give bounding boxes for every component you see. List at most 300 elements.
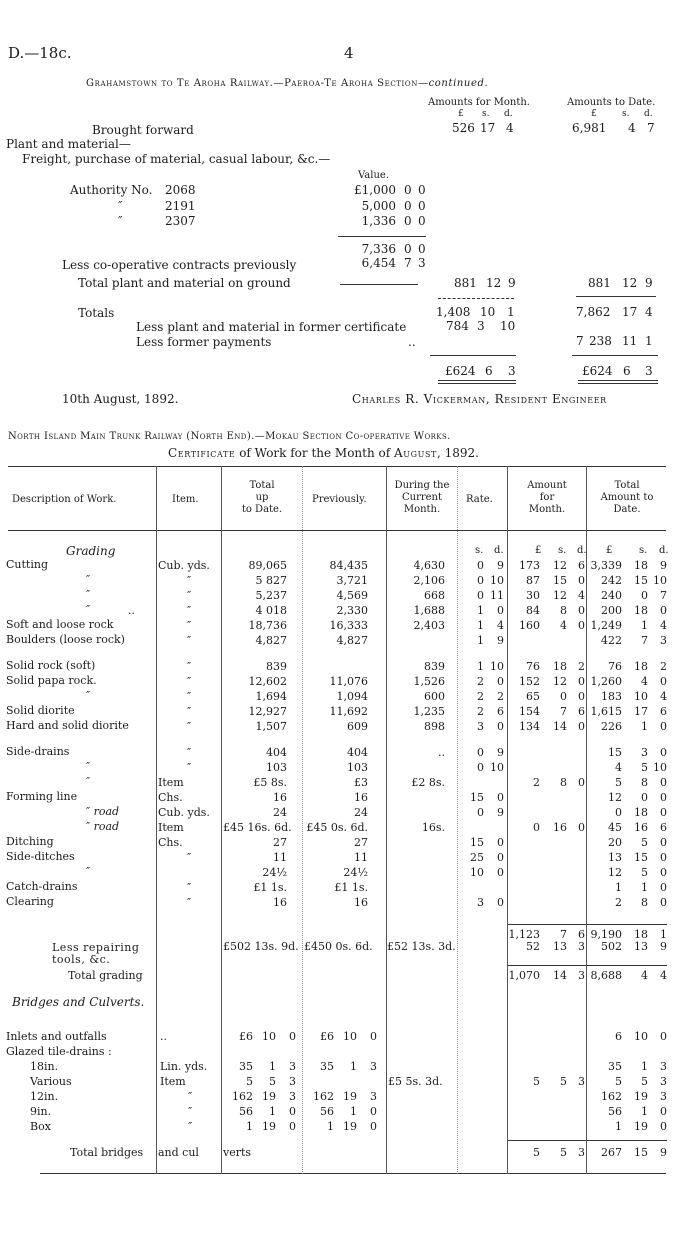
- total-bridges-amount-pence: 3: [578, 1146, 585, 1159]
- total-grading-total-pence: 4: [660, 969, 667, 982]
- row-amount-shillings: 12: [553, 559, 567, 572]
- row-total-shillings: 18: [634, 559, 648, 572]
- col-separator: [457, 466, 458, 1174]
- row-rate-shillings: 0: [477, 746, 484, 759]
- brought-month-shillings: 17: [480, 121, 496, 135]
- bridge-total-pence: 3: [289, 1090, 296, 1103]
- authority-value-pounds: £1,000: [354, 183, 396, 197]
- row-amount-shillings: 8: [560, 604, 567, 617]
- bridge-description: Glazed tile-drains :: [6, 1045, 112, 1058]
- row-total-shillings: 17: [634, 705, 648, 718]
- bridge-prev-shillings: 10: [343, 1030, 357, 1043]
- lsd-shilling: s.: [482, 109, 490, 119]
- ditto-mark: ″: [118, 199, 123, 213]
- authority-value-pence: 0: [418, 199, 426, 213]
- total-bridges-amount-pounds: 5: [533, 1146, 540, 1159]
- col-separator: [302, 466, 303, 1174]
- row-total: 5 827: [255, 574, 287, 587]
- row-rate-pence: 0: [497, 720, 504, 733]
- final-date-pence: 3: [645, 364, 653, 378]
- col-header-during-3: Month.: [403, 504, 441, 515]
- row-total-shillings: 15: [634, 574, 648, 587]
- row-total: 12,602: [248, 675, 287, 688]
- grading-sum-total-pence: 1: [660, 928, 667, 941]
- row-total-shillings: 18: [634, 806, 648, 819]
- total-grading-label: Total grading: [68, 969, 143, 982]
- less-repairing-total-pounds: 502: [601, 940, 622, 953]
- grading-sum-total-pounds: 9,190: [590, 928, 622, 941]
- subtitle-year: , 1892.: [437, 446, 479, 460]
- row-description: Side-drains: [6, 745, 70, 758]
- row-total-pounds: 45: [608, 821, 622, 834]
- row-rate-pence: 0: [497, 866, 504, 879]
- row-description: Solid papa rock.: [6, 674, 97, 687]
- row-rate-shillings: 0: [477, 806, 484, 819]
- row-total-shillings: 0: [641, 791, 648, 804]
- row-total-shillings: 1: [641, 720, 648, 733]
- row-rate-pence: 9: [497, 806, 504, 819]
- row-total-pounds: 242: [601, 574, 622, 587]
- unit-d: d.: [494, 545, 504, 556]
- row-description: ″ road: [86, 820, 120, 833]
- row-total-pence: 0: [660, 836, 667, 849]
- less-coop-pence: 3: [418, 256, 426, 270]
- row-total-pence: 0: [660, 881, 667, 894]
- bridge-prev-pounds: 56: [320, 1105, 334, 1118]
- row-total-pounds: 1: [615, 881, 622, 894]
- row-total: 103: [266, 761, 287, 774]
- bridge-total-pounds: 35: [239, 1060, 253, 1073]
- rule: [508, 965, 586, 966]
- total-bridges-total-shillings: 15: [634, 1146, 648, 1159]
- row-item: ″: [186, 746, 192, 759]
- row-item: ″: [186, 660, 192, 673]
- bridge-total-amt-pence: 0: [660, 1030, 667, 1043]
- grading-heading: Grading: [66, 544, 116, 558]
- grading-sum-amount-shillings: 7: [560, 928, 567, 941]
- col-header-amount-3: Month.: [528, 504, 566, 515]
- authority-value-shillings: 0: [404, 183, 412, 197]
- bridge-prev-pounds: 1: [327, 1120, 334, 1133]
- ditto-mark: ″: [118, 214, 123, 228]
- bridge-total-amt-pounds: 56: [608, 1105, 622, 1118]
- row-amount-pounds: 76: [526, 660, 540, 673]
- totals-label: Totals: [78, 306, 115, 320]
- row-item: ″: [186, 761, 192, 774]
- subtitle-certificate: Certificate: [168, 446, 236, 460]
- row-prev: 11,076: [329, 675, 368, 688]
- bridge-description: 12in.: [30, 1090, 59, 1103]
- authority-value-pence: 0: [418, 183, 426, 197]
- unit-d: d.: [577, 545, 587, 556]
- row-amount-pence: 2: [578, 660, 585, 673]
- row-item: ″: [186, 851, 192, 864]
- bridge-total-pence: 0: [289, 1105, 296, 1118]
- row-total-pounds: 226: [601, 720, 622, 733]
- table-header-rule: [8, 530, 666, 531]
- col-header-total-amount-1: Total: [614, 480, 640, 491]
- row-total: 16: [273, 791, 287, 804]
- row-amount-pence: 0: [578, 821, 585, 834]
- col-separator: [586, 466, 587, 1174]
- row-total-shillings: 7: [641, 634, 648, 647]
- unit-d: d.: [659, 545, 669, 556]
- row-amount-shillings: 14: [553, 720, 567, 733]
- row-prev: £45 0s. 6d.: [306, 821, 368, 834]
- col-amount-month: Amounts for Month.: [428, 97, 530, 108]
- row-prev: 16: [354, 896, 368, 909]
- row-description: Soft and loose rock: [6, 618, 114, 631]
- row-amount-pounds: 152: [519, 675, 540, 688]
- row-total-pounds: 240: [601, 589, 622, 602]
- bridge-total-amt-pence: 3: [660, 1075, 667, 1088]
- less-payments-date-a: 7: [576, 334, 584, 348]
- row-rate-pence: 9: [497, 746, 504, 759]
- row-during: 4,630: [413, 559, 445, 572]
- row-rate-pence: 0: [497, 675, 504, 688]
- total-grading-amount-pounds: 1,070: [508, 969, 540, 982]
- total-grading-total-shillings: 4: [641, 969, 648, 982]
- less-coop-pounds: 6,454: [361, 256, 396, 270]
- subtitle-text: of Work for the Month of: [239, 446, 391, 460]
- row-total: 24½: [262, 866, 287, 879]
- row-prev: £1 1s.: [334, 881, 368, 894]
- row-total: 1,694: [255, 690, 287, 703]
- bridges-heading: Bridges and Culverts.: [12, 995, 145, 1009]
- final-month-pence: 3: [508, 364, 516, 378]
- total-bridges-label-c: verts: [223, 1146, 252, 1159]
- col-amount-date: Amounts to Date.: [567, 97, 656, 108]
- row-prev: 16: [354, 791, 368, 804]
- less-repairing-total-pence: 9: [660, 940, 667, 953]
- row-total-pence: 4: [660, 619, 667, 632]
- unit-s: s.: [475, 545, 484, 556]
- bridge-prev-pounds: 35: [320, 1060, 334, 1073]
- row-rate-shillings: 1: [477, 634, 484, 647]
- row-total: £5 8s.: [253, 776, 287, 789]
- bridge-description: 18in.: [30, 1060, 59, 1073]
- row-rate-pence: 11: [490, 589, 504, 602]
- row-amount-shillings: 12: [553, 675, 567, 688]
- row-total-pence: 0: [660, 851, 667, 864]
- authority-number: 2068: [165, 183, 196, 197]
- row-rate-shillings: 1: [477, 604, 484, 617]
- row-prev: 16,333: [329, 619, 368, 632]
- unit-pound: £: [535, 545, 542, 556]
- row-total-pence: 0: [660, 896, 667, 909]
- row-total-shillings: 8: [641, 896, 648, 909]
- bridge-total-amt-pence: 0: [660, 1120, 667, 1133]
- row-total-pence: 0: [660, 720, 667, 733]
- brought-date-shillings: 4: [628, 121, 636, 135]
- row-during: 600: [424, 690, 445, 703]
- bridge-total-pounds: 56: [239, 1105, 253, 1118]
- col-header-total-amount-3: Date.: [613, 504, 641, 515]
- row-prev: 3,721: [336, 574, 368, 587]
- bridge-total-shillings: 10: [262, 1030, 276, 1043]
- authority-number: 2307: [165, 214, 196, 228]
- bridge-amount-pence: 3: [578, 1075, 585, 1088]
- row-rate-pence: 2: [497, 690, 504, 703]
- less-payments-date-b: 238: [589, 334, 612, 348]
- row-total-shillings: 3: [641, 746, 648, 759]
- row-total-shillings: 5: [641, 836, 648, 849]
- row-description: Catch-drains: [6, 880, 78, 893]
- row-total-pounds: 1,249: [590, 619, 622, 632]
- row-description: ″: [86, 775, 91, 788]
- row-prev: 404: [347, 746, 368, 759]
- row-amount-pence: 0: [578, 604, 585, 617]
- row-amount-pounds: 65: [526, 690, 540, 703]
- bridge-total-shillings: 1: [269, 1105, 276, 1118]
- bridge-total-pence: 3: [289, 1060, 296, 1073]
- total-plant-month-pounds: 881: [454, 276, 477, 290]
- less-repairing-during: £52 13s. 3d.: [387, 940, 456, 953]
- row-amount-shillings: 4: [560, 619, 567, 632]
- bridge-during: £5 5s. 3d.: [388, 1075, 443, 1088]
- subtotal-pence: 0: [418, 242, 426, 256]
- row-item: Cub. yds.: [158, 559, 210, 572]
- authority-value-shillings: 0: [404, 214, 412, 228]
- row-rate-shillings: 15: [470, 791, 484, 804]
- row-item: ″: [186, 705, 192, 718]
- row-total: 1,507: [255, 720, 287, 733]
- row-total: 839: [266, 660, 287, 673]
- row-total-pounds: 13: [608, 851, 622, 864]
- final-month-shillings: 6: [485, 364, 493, 378]
- row-prev: 84,435: [329, 559, 368, 572]
- row-total-shillings: 0: [641, 589, 648, 602]
- row-total-pounds: 76: [608, 660, 622, 673]
- col-header-rate: Rate.: [466, 494, 493, 505]
- row-description: ″: [86, 865, 91, 878]
- bridge-prev-shillings: 1: [350, 1105, 357, 1118]
- row-total-pence: 0: [660, 776, 667, 789]
- row-total: 27: [273, 836, 287, 849]
- row-total-pounds: 1,615: [590, 705, 622, 718]
- bridge-total-shillings: 19: [262, 1090, 276, 1103]
- rule: [587, 1140, 667, 1141]
- signature: Charles R. Vickerman, Resident Engineer: [352, 392, 607, 406]
- row-total-pence: 2: [660, 660, 667, 673]
- table-bottom-rule: [40, 1173, 666, 1174]
- rule: [508, 924, 586, 925]
- authority-value-pence: 0: [418, 214, 426, 228]
- table-top-rule: [8, 466, 666, 467]
- unit-pound: £: [606, 545, 613, 556]
- bridge-total-amt-pounds: 5: [615, 1075, 622, 1088]
- row-total: 4,827: [255, 634, 287, 647]
- row-total-shillings: 18: [634, 604, 648, 617]
- less-repairing-label: Less repairing tools, &c.: [52, 941, 140, 966]
- row-total-pence: 10: [653, 574, 667, 587]
- grading-sum-amount-pence: 6: [578, 928, 585, 941]
- row-rate-shillings: 1: [477, 660, 484, 673]
- row-amount-shillings: 8: [560, 776, 567, 789]
- subtitle-month: August: [394, 446, 437, 460]
- row-total: 404: [266, 746, 287, 759]
- bridge-total-pounds: £6: [239, 1030, 253, 1043]
- col-header-amount-1: Amount: [527, 480, 567, 491]
- col-separator: [507, 466, 508, 1174]
- row-during: 2,106: [413, 574, 445, 587]
- row-amount-pounds: 87: [526, 574, 540, 587]
- bridge-description: Inlets and outfalls: [6, 1030, 107, 1043]
- plant-heading: Plant and material—: [6, 137, 131, 151]
- less-coop-shillings: 7: [404, 256, 412, 270]
- row-amount-pounds: 154: [519, 705, 540, 718]
- authority-value-shillings: 0: [404, 199, 412, 213]
- less-payments-label: Less former payments: [136, 335, 272, 349]
- row-rate-shillings: 10: [470, 866, 484, 879]
- row-description: Solid rock (soft): [6, 659, 96, 672]
- row-total-pence: 0: [660, 806, 667, 819]
- col-header-during: [387, 480, 457, 516]
- total-grading-total-pounds: 8,688: [590, 969, 622, 982]
- row-rate-shillings: 3: [477, 720, 484, 733]
- row-amount-pence: 0: [578, 776, 585, 789]
- bridge-prev-pounds: £6: [320, 1030, 334, 1043]
- row-item: Chs.: [158, 791, 183, 804]
- row-amount-pence: 0: [578, 720, 585, 733]
- row-total-pounds: 12: [608, 866, 622, 879]
- col-header-during-1: During the: [394, 480, 450, 491]
- final-date-shillings: 6: [623, 364, 631, 378]
- bridge-item: ..: [160, 1030, 167, 1043]
- row-rate-shillings: 1: [477, 619, 484, 632]
- row-description: Side-ditches: [6, 850, 75, 863]
- row-total: 24: [273, 806, 287, 819]
- row-item: ″: [186, 619, 192, 632]
- less-plant-month-pounds: 784: [446, 319, 469, 333]
- less-repairing-prev: £450 0s. 6d.: [304, 940, 373, 953]
- row-rate-pence: 10: [490, 574, 504, 587]
- total-grading-amount-pence: 3: [578, 969, 585, 982]
- row-during: ..: [438, 746, 445, 759]
- row-amount-pounds: 30: [526, 589, 540, 602]
- total-bridges-amount-shillings: 5: [560, 1146, 567, 1159]
- row-total-pounds: 183: [601, 690, 622, 703]
- row-item: ″: [186, 634, 192, 647]
- row-amount-shillings: 18: [553, 660, 567, 673]
- bridge-item: ″: [187, 1090, 193, 1103]
- row-amount-pence: 0: [578, 675, 585, 688]
- row-rate-pence: 9: [497, 559, 504, 572]
- row-amount-pounds: 84: [526, 604, 540, 617]
- row-total: £45 16s. 6d.: [223, 821, 292, 834]
- col-separator: [386, 466, 387, 1174]
- row-during: 1,688: [413, 604, 445, 617]
- bridge-total-shillings: 1: [269, 1060, 276, 1073]
- row-during: 16s.: [421, 821, 445, 834]
- row-total: 18,736: [248, 619, 287, 632]
- page-ref: D.—18c.: [8, 44, 72, 62]
- row-total-shillings: 16: [634, 821, 648, 834]
- less-repairing-total: £502 13s. 9d.: [223, 940, 299, 953]
- row-description: ″: [86, 573, 91, 586]
- less-payments-date-c: 11: [622, 334, 638, 348]
- subtotal-pounds: 7,336: [361, 242, 396, 256]
- row-item: ″: [186, 675, 192, 688]
- row-amount-pounds: 2: [533, 776, 540, 789]
- row-item: ″: [186, 720, 192, 733]
- brought-date-pounds: 6,981: [572, 121, 607, 135]
- row-total-pounds: 1,260: [590, 675, 622, 688]
- bridge-prev-shillings: 19: [343, 1120, 357, 1133]
- row-total-shillings: 1: [641, 881, 648, 894]
- bridge-item: ″: [187, 1105, 193, 1118]
- total-plant-date-pence: 9: [645, 276, 653, 290]
- row-rate-pence: 0: [497, 604, 504, 617]
- row-prev: 2,330: [336, 604, 368, 617]
- total-plant-month-shillings: 12: [486, 276, 502, 290]
- row-rate-pence: 0: [497, 896, 504, 909]
- row-description: ″: [86, 760, 91, 773]
- row-prev: 609: [347, 720, 368, 733]
- bridge-item: ″: [187, 1120, 193, 1133]
- bridge-total-pounds: 5: [246, 1075, 253, 1088]
- row-prev: 24½: [343, 866, 368, 879]
- row-rate-pence: 4: [497, 619, 504, 632]
- row-total: 5,237: [255, 589, 287, 602]
- bridge-prev-shillings: 1: [350, 1060, 357, 1073]
- bridge-total-amt-shillings: 1: [641, 1060, 648, 1073]
- brought-month-pounds: 526: [452, 121, 475, 135]
- row-during: 898: [424, 720, 445, 733]
- lsd-pence: d.: [504, 109, 513, 119]
- authority-number: 2191: [165, 199, 196, 213]
- bridge-prev-pounds: 162: [313, 1090, 334, 1103]
- less-payments-date-d: 1: [645, 334, 653, 348]
- row-rate-shillings: 0: [477, 589, 484, 602]
- total-bridges-label-a: Total bridges: [70, 1146, 144, 1159]
- total-plant-month-pence: 9: [508, 276, 516, 290]
- row-prev: 1,094: [336, 690, 368, 703]
- col-header-description: Description of Work.: [12, 494, 117, 505]
- total-plant-date-shillings: 12: [622, 276, 638, 290]
- row-description: Clearing: [6, 895, 54, 908]
- row-rate-pence: 0: [497, 791, 504, 804]
- bridge-total-amt-shillings: 10: [634, 1030, 648, 1043]
- bridge-prev-pence: 3: [370, 1060, 377, 1073]
- unit-s: s.: [558, 545, 567, 556]
- bridge-prev-pence: 0: [370, 1120, 377, 1133]
- row-total-shillings: 5: [641, 761, 648, 774]
- less-plant-month-pence: 10: [500, 319, 516, 333]
- final-month-pounds: £624: [445, 364, 476, 378]
- value-heading: Value.: [358, 170, 390, 181]
- row-item: Chs.: [158, 836, 183, 849]
- row-amount-shillings: 7: [560, 705, 567, 718]
- row-amount-pence: 0: [578, 619, 585, 632]
- section2-title: North Island Main Trunk Railway (North End).—Mokau Section Co-operative Works.: [8, 431, 451, 442]
- col-header-total-3: to Date.: [241, 504, 283, 515]
- row-prev: 4,569: [336, 589, 368, 602]
- row-description: ″ road: [86, 805, 120, 818]
- row-rate-shillings: 0: [477, 761, 484, 774]
- page-number: 4: [344, 44, 354, 62]
- bridge-total-amt-shillings: 19: [634, 1090, 648, 1103]
- row-total-pounds: 200: [601, 604, 622, 617]
- section1-title-main: Grahamstown to Te Aroha Railway.—Paeroa-Te Aroha Section—: [86, 78, 429, 89]
- col-header-total-2: up: [255, 492, 269, 503]
- row-total-pence: 7: [660, 589, 667, 602]
- totals-month-pounds: 1,408: [436, 305, 471, 319]
- row-total-shillings: 15: [634, 851, 648, 864]
- row-total-pence: 6: [660, 705, 667, 718]
- row-description: ″: [86, 689, 91, 702]
- row-rate-shillings: 2: [477, 675, 484, 688]
